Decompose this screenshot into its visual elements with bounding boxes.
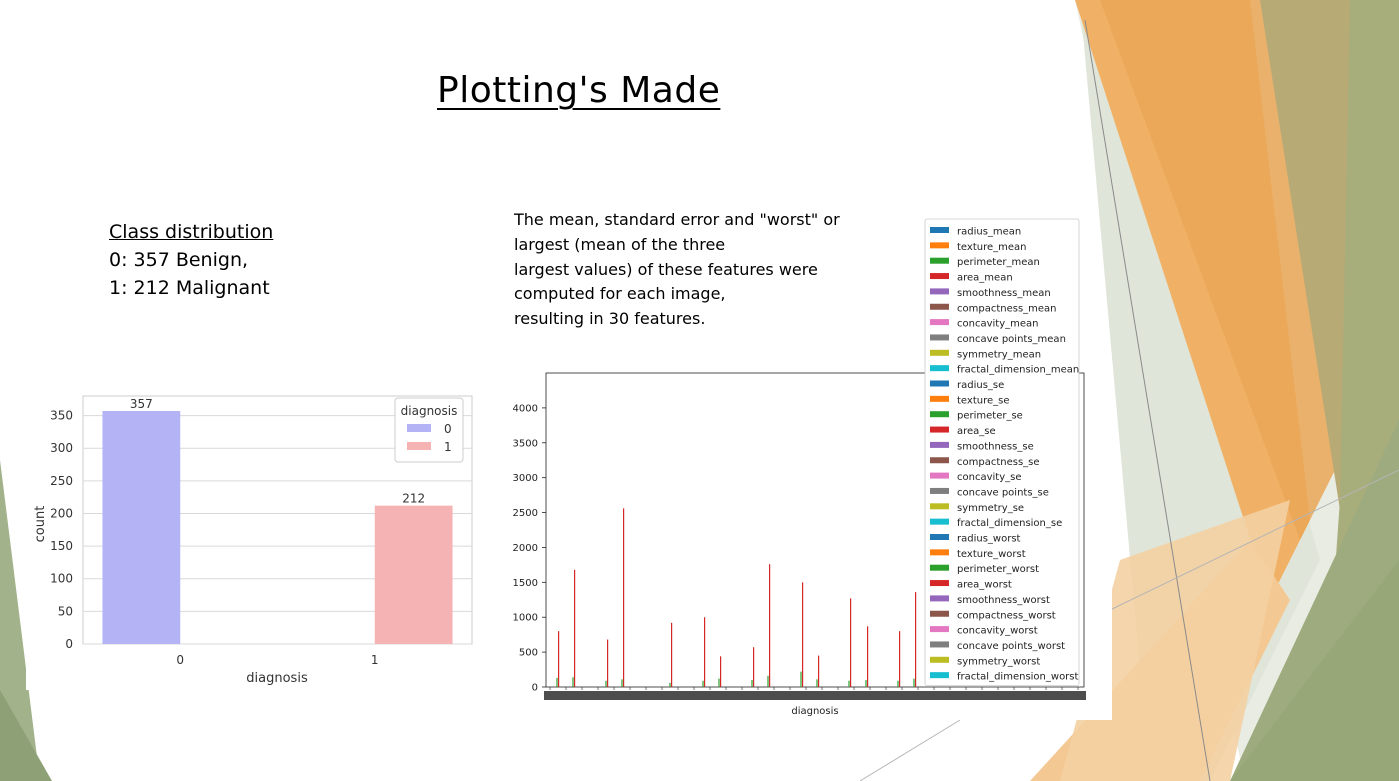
legend-swatch — [930, 657, 949, 663]
legend-label: concavity_se — [957, 472, 1022, 484]
legend-label: texture_worst — [957, 548, 1026, 560]
bar-area-mean — [769, 564, 770, 687]
bar-perimeter-mean — [718, 679, 719, 687]
legend-swatch — [407, 424, 431, 432]
legend-swatch — [930, 503, 949, 509]
bar-area-mean — [623, 508, 624, 687]
legend-swatch — [930, 365, 949, 371]
bar-area-mean — [899, 631, 900, 687]
class-distribution-text — [109, 218, 273, 302]
y-tick-label: 100 — [50, 571, 73, 586]
bar-perimeter-mean — [800, 672, 801, 687]
slide-title: Plotting's Made — [437, 70, 721, 111]
bar-perimeter-mean — [621, 679, 622, 687]
legend-swatch — [930, 427, 949, 433]
y-tick-label: 1000 — [512, 612, 538, 624]
legend-label: concave points_se — [957, 487, 1049, 499]
bar-area-mean — [720, 656, 721, 687]
legend-label: fractal_dimension_worst — [957, 671, 1079, 683]
bar-perimeter-mean — [669, 683, 670, 687]
legend-swatch — [930, 641, 949, 647]
legend-label: perimeter_mean — [957, 257, 1040, 269]
legend-swatch — [930, 626, 949, 632]
legend-swatch — [930, 473, 949, 479]
bar-area-mean — [802, 582, 803, 687]
x-tick-label: 0 — [176, 653, 185, 667]
x-axis-label: diagnosis — [246, 671, 308, 686]
legend-label: radius_mean — [957, 226, 1022, 238]
y-tick-label: 350 — [50, 408, 73, 423]
bar-perimeter-mean — [913, 679, 914, 687]
legend-swatch — [930, 534, 949, 540]
legend-label: radius_se — [957, 380, 1005, 391]
legend-label: compactness_worst — [957, 610, 1056, 622]
legend-label: perimeter_worst — [957, 564, 1040, 576]
class-distribution-heading: Class distribution — [109, 221, 274, 243]
legend-label: compactness_se — [957, 456, 1040, 468]
description-line: resulting in 30 features. — [514, 309, 706, 329]
bar-perimeter-mean — [572, 677, 573, 687]
legend — [395, 398, 463, 462]
legend-swatch — [930, 319, 949, 325]
class-distribution-line: 0: 357 Benign, — [109, 249, 249, 271]
class-distribution-chart — [26, 386, 480, 690]
description-line: The mean, standard error and "worst" or — [514, 210, 840, 229]
legend-swatch — [930, 350, 949, 356]
legend-swatch — [930, 580, 949, 586]
bar-data-label: 357 — [129, 397, 153, 412]
y-tick-label: 250 — [50, 473, 73, 488]
y-tick-label: 0 — [65, 637, 73, 651]
description-line: largest (mean of the three — [514, 234, 726, 254]
y-tick-label: 2500 — [512, 508, 538, 520]
y-axis-label: count — [33, 505, 48, 543]
legend-swatch — [930, 411, 949, 417]
y-tick-label: 0 — [531, 682, 538, 694]
y-tick-label: 2000 — [512, 542, 538, 554]
y-tick-label: 3500 — [512, 438, 538, 450]
bar-perimeter-mean — [767, 676, 768, 687]
legend-title: diagnosis — [400, 404, 458, 418]
legend-swatch — [930, 227, 949, 233]
bar-area-mean — [753, 647, 754, 687]
bar-perimeter-mean — [751, 680, 752, 687]
legend-label: area_mean — [957, 272, 1013, 284]
legend-label: 0 — [444, 422, 452, 436]
legend-swatch — [930, 565, 949, 571]
y-tick-label: 3000 — [512, 473, 538, 485]
legend-swatch — [930, 258, 949, 264]
x-axis-label: diagnosis — [791, 706, 839, 717]
legend-swatch — [930, 519, 949, 525]
bar-area-mean — [671, 623, 672, 687]
legend-swatch — [930, 442, 949, 448]
bar-area-mean — [574, 570, 575, 687]
y-tick-label: 500 — [518, 647, 538, 659]
legend-label: texture_mean — [957, 241, 1027, 253]
legend-swatch — [930, 611, 949, 617]
bar-data-label: 212 — [402, 491, 426, 506]
x-tick-labels-overlap — [544, 691, 1086, 700]
legend-label: radius_worst — [957, 533, 1021, 545]
bar — [102, 411, 180, 644]
legend-label: compactness_mean — [957, 303, 1057, 315]
bar-area-mean — [704, 617, 705, 687]
legend-label: concavity_mean — [957, 318, 1039, 330]
y-tick-label: 200 — [50, 506, 73, 521]
legend-swatch — [930, 672, 949, 678]
legend-swatch — [930, 549, 949, 555]
legend-label: smoothness_se — [957, 441, 1034, 453]
y-tick-label: 1500 — [512, 577, 538, 589]
bar-perimeter-mean — [556, 678, 557, 687]
legend-swatch — [930, 242, 949, 248]
legend-swatch — [930, 488, 949, 494]
bar-perimeter-mean — [848, 681, 849, 687]
y-tick-label: 50 — [57, 604, 73, 619]
legend-label: symmetry_mean — [957, 349, 1042, 361]
bar-area-mean — [850, 598, 851, 687]
bar-perimeter-mean — [897, 681, 898, 687]
bar-area-mean — [867, 626, 868, 687]
deco-line — [860, 720, 960, 781]
legend-swatch — [930, 457, 949, 463]
legend-label: area_se — [957, 426, 996, 438]
description-line: computed for each image, — [514, 284, 726, 304]
legend-label: perimeter_se — [957, 410, 1023, 422]
bar-perimeter-mean — [605, 681, 606, 687]
bar-perimeter-mean — [865, 680, 866, 687]
legend-label: 1 — [444, 440, 452, 454]
legend-label: concavity_worst — [957, 625, 1038, 637]
class-distribution-line: 1: 212 Malignant — [109, 277, 270, 299]
legend-label: fractal_dimension_mean — [957, 364, 1080, 376]
legend-swatch — [930, 334, 949, 340]
legend-label: concave points_mean — [957, 333, 1066, 345]
x-tick-label: 1 — [370, 653, 379, 667]
legend-label: fractal_dimension_se — [957, 518, 1063, 530]
legend-label: concave points_worst — [957, 640, 1066, 652]
bar-area-mean — [818, 656, 819, 687]
y-tick-label: 150 — [50, 539, 73, 554]
legend-swatch — [930, 304, 949, 310]
legend-label: area_worst — [957, 579, 1012, 591]
features-chart — [510, 215, 1112, 720]
description-line: largest values) of these features were — [514, 259, 818, 279]
legend-swatch — [930, 288, 949, 294]
legend-swatch — [930, 595, 949, 601]
y-tick-label: 300 — [50, 441, 73, 456]
legend-label: texture_se — [957, 395, 1010, 407]
legend-label: smoothness_worst — [957, 594, 1050, 606]
bar-area-mean — [915, 592, 916, 687]
bar-perimeter-mean — [816, 679, 817, 687]
y-tick-label: 4000 — [512, 403, 538, 415]
bar — [375, 506, 453, 644]
bar-perimeter-mean — [702, 681, 703, 687]
bar-area-mean — [558, 631, 559, 687]
legend-label: symmetry_se — [957, 502, 1025, 514]
legend-swatch — [930, 273, 949, 279]
legend-swatch — [930, 396, 949, 402]
legend-swatch — [930, 381, 949, 387]
legend-swatch — [407, 442, 431, 450]
bar-area-mean — [607, 640, 608, 687]
legend-label: symmetry_worst — [957, 656, 1041, 668]
legend-label: smoothness_mean — [957, 287, 1051, 299]
